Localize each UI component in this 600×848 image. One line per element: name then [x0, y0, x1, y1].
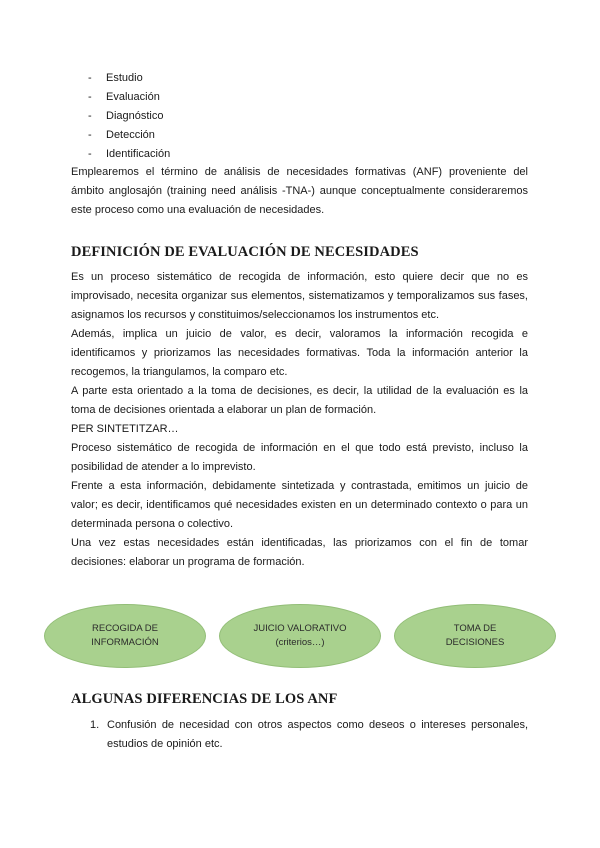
list-item-text: Diagnóstico [106, 110, 164, 122]
oval-label: JUICIO VALORATIVO [253, 623, 347, 634]
text-line: toma de decisiones orientada a elaborar un plan de formación. [71, 404, 377, 416]
dash-marker: - [88, 148, 92, 160]
oval-label: INFORMACIÓN [91, 637, 159, 648]
oval-label: RECOGIDA DE [92, 623, 158, 634]
text-line: estudios de opinión etc. [107, 738, 223, 750]
list-item-text: Identificación [106, 148, 171, 160]
text-line: Confusión de necesidad con otros aspectos como deseos o intereses personales, [107, 719, 528, 731]
paragraph-7 [71, 534, 528, 572]
text-line: este proceso como una evaluación de necesidades. [71, 204, 325, 216]
paragraph-5 [71, 439, 528, 477]
text-line: PER SINTETITZAR… [71, 423, 179, 435]
paragraph-1 [71, 268, 528, 325]
list-item-text: Estudio [106, 72, 143, 84]
dash-marker: - [88, 91, 92, 103]
paragraph-2 [71, 325, 528, 382]
process-diagram [44, 604, 556, 668]
section-heading-differences: ALGUNAS DIFERENCIAS DE LOS ANF [71, 691, 338, 707]
list-item-text: Detección [106, 129, 155, 141]
dash-marker: - [88, 72, 92, 84]
text-line: determinada persona o colectivo. [71, 518, 234, 530]
text-line: ámbito anglosajón (training need análisis -TNA-) aunque conceptualmente consideraremos [71, 185, 528, 197]
text-line: Emplearemos el término de análisis de necesidades formativas (ANF) proveniente del [71, 166, 528, 178]
text-line: Frente a esta información, debidamente sintetizada y contrastada, emitimos un juicio de [71, 480, 528, 492]
dash-marker: - [88, 129, 92, 141]
text-line: identificamos y priorizamos las necesidades formativas. Toda la información anterior la [71, 347, 528, 359]
oval-label: TOMA DE [453, 623, 497, 634]
text-line: posibilidad de atender a lo imprevisto. [71, 461, 256, 473]
text-line: recogemos, la triangulamos, la comparo etc. [71, 366, 288, 378]
paragraph-3 [71, 382, 528, 420]
oval-toma-decisiones [394, 604, 556, 668]
numbered-list [90, 716, 528, 754]
list-item [88, 126, 170, 145]
text-line: improvisado, necesita organizar sus elementos, sistematizamos y temporalizamos sus fases, [71, 290, 528, 302]
list-item [88, 107, 170, 126]
bullet-list [88, 69, 170, 164]
oval-juicio-valorativo [219, 604, 381, 668]
text-line: Además, implica un juicio de valor, es decir, valoramos la información recogida e [71, 328, 528, 340]
oval-label: (criterios…) [275, 637, 325, 648]
list-item [88, 145, 170, 164]
text-line: Una vez estas necesidades están identificadas, las priorizamos con el fin de tomar [71, 537, 528, 549]
list-item-text [107, 716, 528, 754]
paragraph-4 [71, 420, 528, 439]
list-item [88, 88, 170, 107]
intro-paragraph [71, 163, 528, 220]
list-item [88, 69, 170, 88]
text-line: Es un proceso sistemático de recogida de información, esto quiere decir que no es [71, 271, 528, 283]
list-item-text: Evaluación [106, 91, 160, 103]
paragraph-6 [71, 477, 528, 534]
oval-label: DECISIONES [445, 637, 505, 648]
oval-recogida-informacion [44, 604, 206, 668]
text-line: A parte esta orientado a la toma de decisiones, es decir, la utilidad de la evaluación es la [71, 385, 528, 397]
text-line: Proceso sistemático de recogida de información en el que todo está previsto, incluso la [71, 442, 528, 454]
text-line: asignamos los recursos y constituimos/seleccionamos los instrumentos etc. [71, 309, 440, 321]
dash-marker: - [88, 110, 92, 122]
section-heading-definition: DEFINICIÓN DE EVALUACIÓN DE NECESIDADES [71, 244, 419, 260]
list-number: 1. [90, 719, 100, 731]
text-line: valor; es decir, identificamos qué necesidades existen en un determinado contexto o para un [71, 499, 528, 511]
text-line: decisiones: elaborar un programa de formación. [71, 556, 305, 568]
